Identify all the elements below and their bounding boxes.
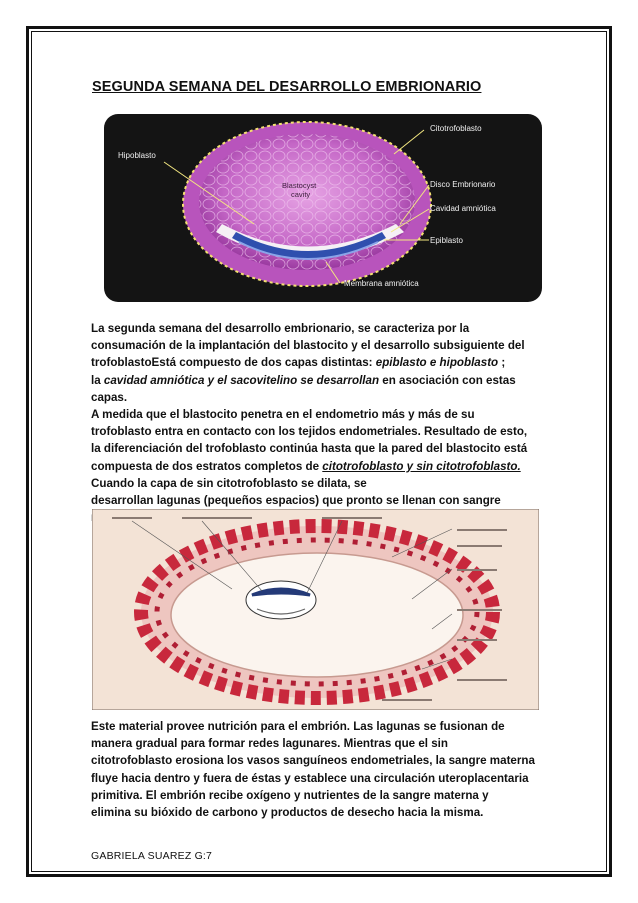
text-line: primitiva. El embrión recibe oxígeno y nutrientes de la sangre materna y — [91, 788, 489, 802]
emphasis-text: cavidad amniótica y el sacovitelino se desarrollan — [103, 373, 380, 387]
text-line: elimina su bióxido de carbono y productos de desecho hacia la misma. — [91, 806, 484, 820]
label-hipoblasto: Hipoblasto — [118, 151, 156, 160]
blastocyst-diagram — [104, 114, 542, 302]
cavity-label-2: cavity — [291, 190, 311, 199]
text-line: desarrollan lagunas (pequeños espacios) que pronto se llenan con sangre — [91, 494, 501, 508]
emphasis-text: citotrofoblasto y sin citotrofoblasto. — [322, 459, 521, 473]
text-line: citotrofoblasto erosiona los vasos sanguíneos endometriales, la sangre materna — [91, 754, 535, 768]
text-line: la cavidad amniótica y el sacovitelino se desarrollan en asociación con estas — [91, 373, 516, 387]
text-line: A medida que el blastocito penetra en el endometrio más y más de su — [91, 408, 475, 421]
text-line: compuesta de dos estratos completos de citotrofoblasto y sin citotrofoblasto. — [91, 459, 521, 473]
text-line: trofoblasto entra en contacto con los tejidos endometriales. Resultado de esto, — [91, 425, 528, 439]
text-line: consumación de la implantación del blastocito y el desarrollo subsiguiente del — [91, 339, 525, 353]
text-line: fluye hacia dentro y fuera de éstas y establece una circulación uteroplacentaria — [91, 771, 529, 785]
page-footer-author: GABRIELA SUAREZ G:7 — [91, 850, 213, 862]
lacunae-diagram — [92, 509, 539, 710]
paragraph-lacunae — [91, 718, 551, 821]
text-line: manera gradual para formar redes lagunares. Mientras que el sin — [91, 737, 448, 751]
label-cavidad-amniotica: Cavidad amniótica — [430, 204, 496, 213]
text-line: la diferenciación del trofoblasto continúa hasta que la pared del blastocito está — [91, 442, 528, 456]
chorionic-cavity — [171, 553, 463, 677]
text-line: Cuando la capa de sin citotrofoblasto se dilata, se — [91, 476, 367, 490]
page-title: SEGUNDA SEMANA DEL DESARROLLO EMBRIONARIO — [92, 79, 482, 95]
paragraph-intro — [91, 320, 551, 406]
emphasis-text: epiblasto e hipoblasto — [375, 356, 499, 370]
text-line: capas. — [91, 390, 128, 404]
embryo-disc — [246, 581, 316, 619]
label-citotrofoblasto: Citotrofoblasto — [430, 124, 482, 133]
text-line: trofoblastoEstá compuesto de dos capas distintas: epiblasto e hipoblasto ; — [91, 356, 506, 370]
label-epiblasto: Epiblasto — [430, 236, 463, 245]
label-disco-embrionario: Disco Embrionario — [430, 180, 496, 189]
cavity-label: Blastocyst — [282, 181, 317, 190]
text-line: Este material provee nutrición para el embrión. Las lagunas se fusionan de — [91, 720, 505, 733]
text-line: La segunda semana del desarrollo embrionario, se caracteriza por la — [91, 322, 470, 335]
label-membrana-amniotica: Membrana amniótica — [344, 279, 419, 288]
